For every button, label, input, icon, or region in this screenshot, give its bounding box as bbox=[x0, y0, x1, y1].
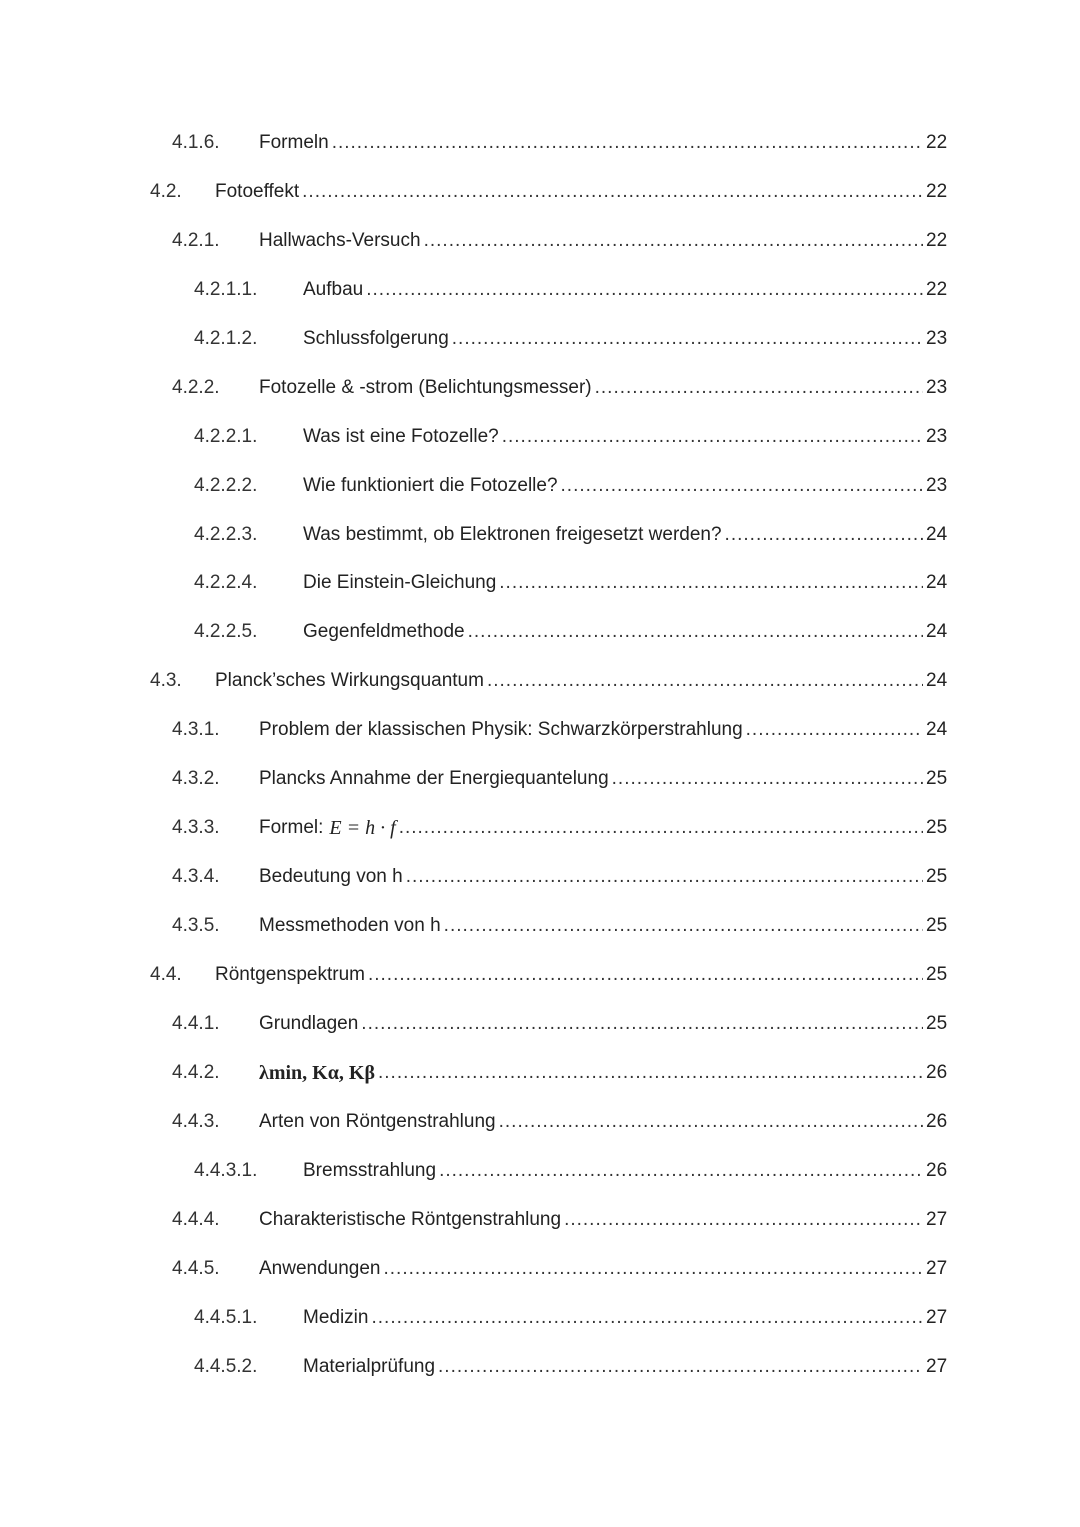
toc-page-number: 25 bbox=[926, 915, 948, 936]
toc-title: Fotoeffekt bbox=[215, 181, 300, 202]
dot-leader bbox=[746, 715, 923, 745]
toc-page-number: 26 bbox=[926, 1062, 948, 1083]
toc-number: 4.4.5. bbox=[172, 1258, 220, 1279]
toc-entry-4-2-2-3[interactable] bbox=[0, 520, 1080, 550]
toc-entry-4-3-4[interactable] bbox=[0, 862, 1080, 892]
toc-number: 4.4.1. bbox=[172, 1013, 220, 1034]
toc-number: 4.2.2.4. bbox=[194, 572, 258, 593]
toc-title: Hallwachs-Versuch bbox=[259, 230, 421, 251]
toc-title: Bedeutung von h bbox=[259, 866, 403, 887]
dot-leader bbox=[595, 373, 923, 403]
toc-title: Formel: bbox=[259, 817, 324, 838]
dot-leader bbox=[366, 275, 923, 305]
toc-page-number: 22 bbox=[926, 230, 948, 251]
toc-number: 4.3.1. bbox=[172, 719, 220, 740]
dot-leader bbox=[725, 520, 923, 550]
toc-number: 4.1.6. bbox=[172, 132, 220, 153]
toc-page-number: 23 bbox=[926, 328, 948, 349]
toc-title: Medizin bbox=[303, 1307, 369, 1328]
toc-entry-4-4-5[interactable] bbox=[0, 1254, 1080, 1284]
dot-leader bbox=[424, 226, 923, 256]
dot-leader bbox=[444, 911, 923, 941]
toc-number: 4.2.1.1. bbox=[194, 279, 258, 300]
toc-title: Problem der klassischen Physik: Schwarzkörperstrahlung bbox=[259, 719, 743, 740]
toc-page-number: 22 bbox=[926, 132, 948, 153]
toc-title: Anwendungen bbox=[259, 1258, 381, 1279]
dot-leader bbox=[302, 177, 923, 207]
toc-number: 4.2.2.2. bbox=[194, 475, 258, 496]
dot-leader bbox=[502, 422, 923, 452]
toc-entry-4-4-5-2[interactable] bbox=[0, 1352, 1080, 1382]
toc-number: 4.2.1.2. bbox=[194, 328, 258, 349]
toc-page-number: 24 bbox=[926, 719, 948, 740]
toc-title: Messmethoden von h bbox=[259, 915, 441, 936]
toc-title: λmin, Kα, Kβ bbox=[259, 1062, 375, 1084]
toc-page-number: 22 bbox=[926, 279, 948, 300]
toc-page-number: 25 bbox=[926, 817, 948, 838]
toc-page-number: 27 bbox=[926, 1258, 948, 1279]
toc-entry-4-1-6[interactable] bbox=[0, 128, 1080, 158]
toc-page-number: 23 bbox=[926, 426, 948, 447]
toc-number: 4.4.5.2. bbox=[194, 1356, 258, 1377]
dot-leader bbox=[487, 666, 923, 696]
toc-entry-4-2-2-2[interactable] bbox=[0, 471, 1080, 501]
toc-entry-4-3-3[interactable] bbox=[0, 813, 1080, 843]
toc-page-number: 26 bbox=[926, 1160, 948, 1181]
toc-entry-4-2-2-1[interactable] bbox=[0, 422, 1080, 452]
toc-title: Formeln bbox=[259, 132, 329, 153]
dot-leader bbox=[499, 568, 923, 598]
toc-number: 4.4.3.1. bbox=[194, 1160, 258, 1181]
toc-title: Plancks Annahme der Energiequantelung bbox=[259, 768, 609, 789]
toc-number: 4.3.3. bbox=[172, 817, 220, 838]
toc-entry-4-4[interactable] bbox=[0, 960, 1080, 990]
dot-leader bbox=[332, 128, 923, 158]
toc-entry-4-2[interactable] bbox=[0, 177, 1080, 207]
toc-title: Charakteristische Röntgenstrahlung bbox=[259, 1209, 562, 1230]
toc-entry-4-3-2[interactable] bbox=[0, 764, 1080, 794]
formula-e-equals-h-f: E = h · f bbox=[329, 817, 396, 839]
toc-entry-4-2-2[interactable] bbox=[0, 373, 1080, 403]
toc-title: Röntgenspektrum bbox=[215, 964, 365, 985]
toc-page-number: 25 bbox=[926, 768, 948, 789]
dot-leader bbox=[564, 1205, 923, 1235]
toc-number: 4.3.2. bbox=[172, 768, 220, 789]
toc-entry-4-4-4[interactable] bbox=[0, 1205, 1080, 1235]
toc-entry-4-4-2[interactable] bbox=[0, 1058, 1080, 1088]
toc-page-number: 24 bbox=[926, 670, 948, 691]
toc-title: Bremsstrahlung bbox=[303, 1160, 437, 1181]
toc-entry-4-3[interactable] bbox=[0, 666, 1080, 696]
toc-number: 4.3.5. bbox=[172, 915, 220, 936]
dot-leader bbox=[438, 1352, 923, 1382]
toc-entry-4-4-3[interactable] bbox=[0, 1107, 1080, 1137]
toc-entry-4-2-2-4[interactable] bbox=[0, 568, 1080, 598]
toc-title: Aufbau bbox=[303, 279, 364, 300]
toc-number: 4.4.3. bbox=[172, 1111, 220, 1132]
toc-page-number: 27 bbox=[926, 1209, 948, 1230]
toc-page-number: 25 bbox=[926, 866, 948, 887]
dot-leader bbox=[371, 1303, 923, 1333]
toc-number: 4.4.2. bbox=[172, 1062, 220, 1083]
toc-page-number: 25 bbox=[926, 964, 948, 985]
toc-title: Fotozelle & -strom (Belichtungsmesser) bbox=[259, 377, 592, 398]
toc-page-number: 24 bbox=[926, 524, 948, 545]
toc-number: 4.4.5.1. bbox=[194, 1307, 258, 1328]
toc-number: 4.2.2. bbox=[172, 377, 220, 398]
toc-page-number: 26 bbox=[926, 1111, 948, 1132]
toc-entry-4-4-5-1[interactable] bbox=[0, 1303, 1080, 1333]
toc-entry-4-4-3-1[interactable] bbox=[0, 1156, 1080, 1186]
toc-number: 4.2. bbox=[150, 181, 182, 202]
toc-page-number: 27 bbox=[926, 1356, 948, 1377]
toc-title: Planck’sches Wirkungsquantum bbox=[215, 670, 484, 691]
toc-entry-4-2-2-5[interactable] bbox=[0, 617, 1080, 647]
toc-page-number: 24 bbox=[926, 621, 948, 642]
dot-leader bbox=[499, 1107, 923, 1137]
toc-page-number: 27 bbox=[926, 1307, 948, 1328]
toc-number: 4.2.2.3. bbox=[194, 524, 258, 545]
toc-title: Was ist eine Fotozelle? bbox=[303, 426, 499, 447]
toc-title: Was bestimmt, ob Elektronen freigesetzt werden? bbox=[303, 524, 722, 545]
dot-leader bbox=[561, 471, 923, 501]
toc-page-number: 23 bbox=[926, 377, 948, 398]
toc-title: Gegenfeldmethode bbox=[303, 621, 465, 642]
dot-leader bbox=[378, 1058, 923, 1088]
toc-title: Materialprüfung bbox=[303, 1356, 436, 1377]
toc-page-number: 24 bbox=[926, 572, 948, 593]
toc-entry-4-2-1-1[interactable] bbox=[0, 275, 1080, 305]
dot-leader bbox=[452, 324, 923, 354]
dot-leader bbox=[361, 1009, 923, 1039]
toc-entry-4-4-1[interactable] bbox=[0, 1009, 1080, 1039]
toc-page-number: 25 bbox=[926, 1013, 948, 1034]
toc-number: 4.4. bbox=[150, 964, 182, 985]
dot-leader bbox=[439, 1156, 923, 1186]
toc-number: 4.4.4. bbox=[172, 1209, 220, 1230]
toc-number: 4.2.1. bbox=[172, 230, 220, 251]
toc-title: Wie funktioniert die Fotozelle? bbox=[303, 475, 558, 496]
toc-entry-4-2-1-2[interactable] bbox=[0, 324, 1080, 354]
toc-number: 4.2.2.5. bbox=[194, 621, 258, 642]
toc-title: Arten von Röntgenstrahlung bbox=[259, 1111, 496, 1132]
toc-page-number: 23 bbox=[926, 475, 948, 496]
toc-title: Grundlagen bbox=[259, 1013, 359, 1034]
toc-number: 4.2.2.1. bbox=[194, 426, 258, 447]
toc-number: 4.3. bbox=[150, 670, 182, 691]
dot-leader bbox=[406, 862, 923, 892]
dot-leader bbox=[612, 764, 923, 794]
dot-leader bbox=[399, 813, 923, 843]
dot-leader bbox=[468, 617, 923, 647]
toc-title: Die Einstein-Gleichung bbox=[303, 572, 497, 593]
toc-entry-4-3-5[interactable] bbox=[0, 911, 1080, 941]
toc-page-number: 22 bbox=[926, 181, 948, 202]
toc-title: Schlussfolgerung bbox=[303, 328, 449, 349]
toc-entry-4-2-1[interactable] bbox=[0, 226, 1080, 256]
toc-number: 4.3.4. bbox=[172, 866, 220, 887]
dot-leader bbox=[384, 1254, 924, 1284]
toc-entry-4-3-1[interactable] bbox=[0, 715, 1080, 745]
dot-leader bbox=[368, 960, 923, 990]
